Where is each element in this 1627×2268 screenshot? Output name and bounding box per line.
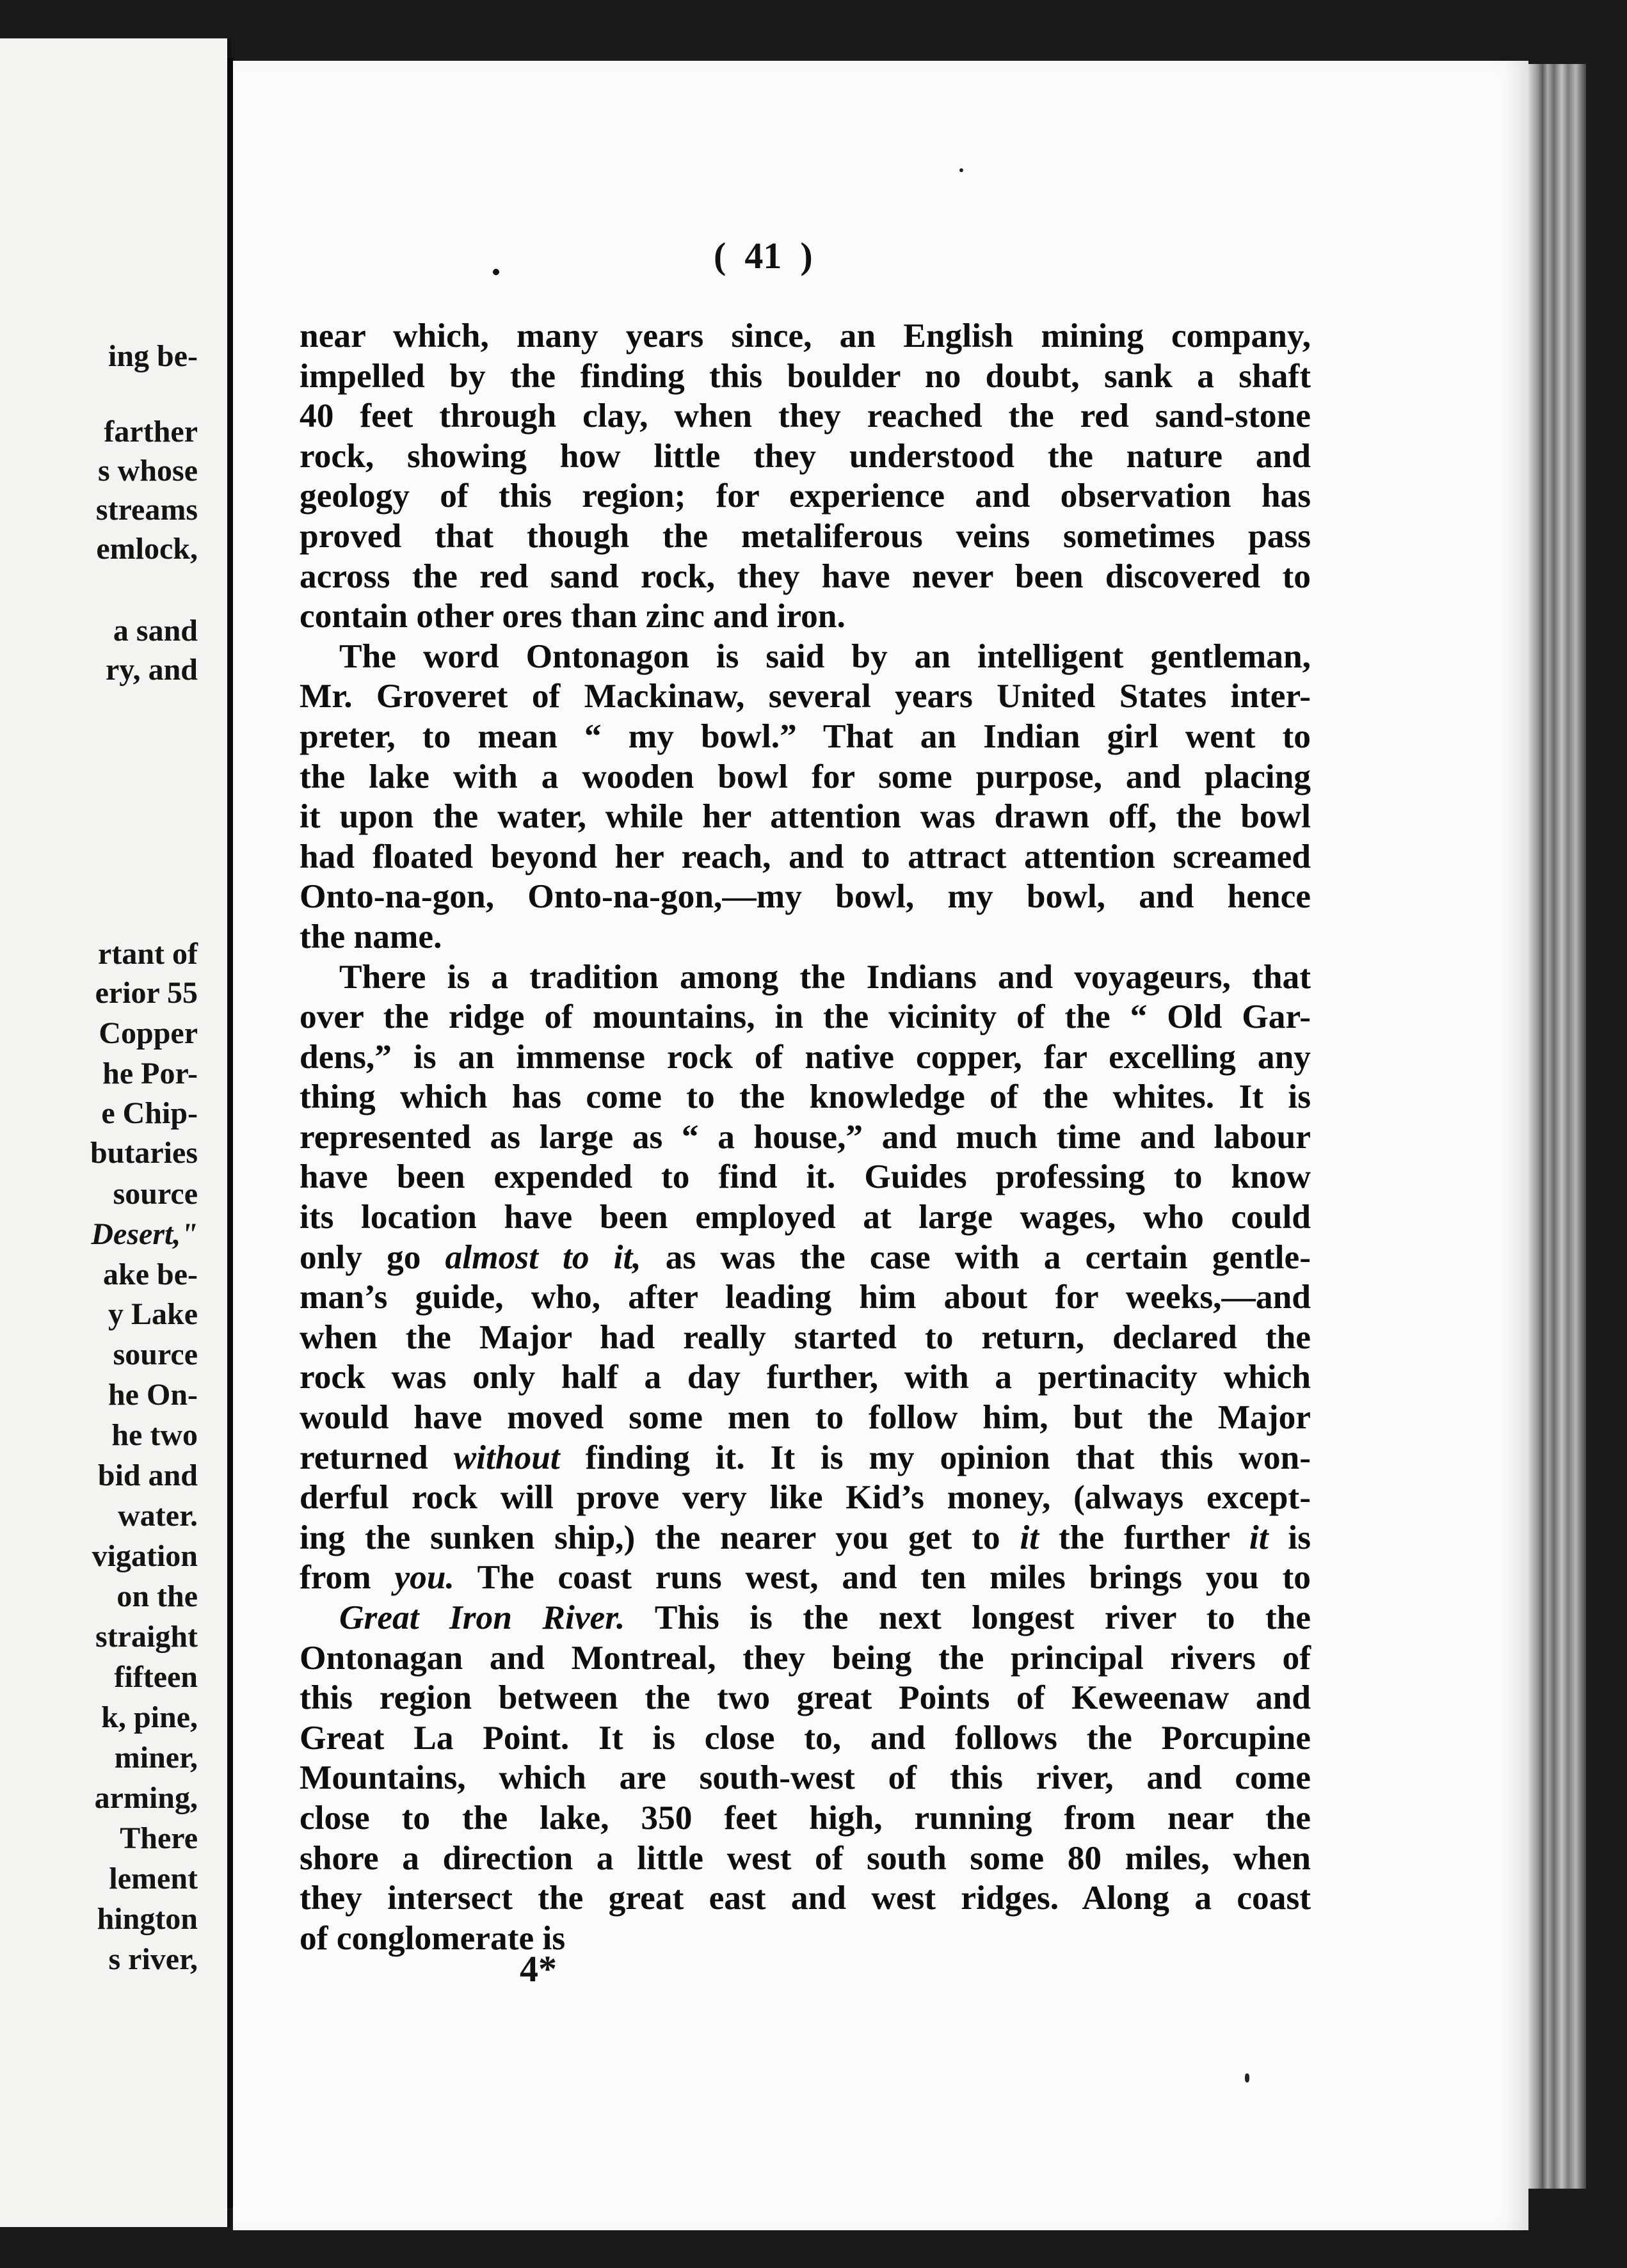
text-line: would have moved some men to follow him, but the Major [300,1398,1311,1437]
left-line-7: ry, and [105,653,198,687]
italic-phrase: Great Iron River. [339,1598,625,1636]
text-line [300,1437,1311,1478]
text-line: had floated beyond her reach, and to attract attention screamed [300,836,1311,875]
text-run: ing the sunken ship,) the nearer you get to [300,1517,1020,1556]
left-line-26: fifteen [114,1660,198,1694]
text-line: Great La Point. It is close to, and follows the Porcupine [300,1718,1311,1757]
left-line-3: s whose [97,454,198,488]
text-run: from [300,1558,395,1597]
text-line [300,1597,1311,1638]
facing-page-fragment [0,38,231,2227]
text-run: The coast runs west, and ten miles brings you to [454,1558,1311,1597]
text-line: rock was only half a day further, with a pertinacity which [300,1357,1311,1396]
left-line-15: Desert," [91,1217,198,1251]
italic-phrase: without [453,1437,560,1476]
text-line: they intersect the great east and west ridges. Along a coast [300,1878,1311,1917]
left-line-33: s river, [108,1942,198,1976]
left-line-32: hington [97,1902,198,1936]
text-line: of conglomerate is [300,1918,566,1957]
left-line-10: Copper [99,1016,198,1050]
text-line: 40 feet through clay, when they reached the red sand-stone [300,396,1311,435]
text-run: This is the next longest river to the [625,1598,1311,1636]
text-line: shore a direction a little west of south some 80 miles, when [300,1838,1311,1877]
left-line-16: ake be- [103,1258,198,1291]
left-line-14: source [113,1177,198,1211]
text-line: it upon the water, while her attention was drawn off, the bowl [300,797,1311,836]
text-line: its location have been employed at large wages, who could [300,1197,1311,1236]
text-run: the further [1039,1517,1249,1556]
left-line-27: k, pine, [101,1700,198,1734]
italic-phrase: it [1020,1517,1039,1556]
left-line-24: on the [116,1579,198,1613]
left-line-2: farther [104,415,198,449]
left-line-8: rtant of [98,937,198,971]
text-run: finding it. It is my opinion that this won- [559,1437,1311,1476]
left-line-18: source [113,1338,198,1371]
text-line: this region between the two great Points of Keweenaw and [300,1678,1311,1717]
text-line: There is a tradition among the Indians and voyageurs, that [339,957,1311,996]
left-line-23: vigation [92,1539,198,1573]
left-line-29: arming, [94,1781,198,1815]
left-line-6: a sand [113,614,198,648]
left-line-12: e Chip- [101,1096,198,1130]
text-line: derful rock will prove very like Kid’s money, (always except- [300,1478,1311,1517]
printing-speck [1245,2073,1249,2082]
left-line-28: miner, [114,1741,198,1775]
text-line [300,1237,1311,1277]
text-line: Mountains, which are south-west of this river, and come [300,1758,1311,1797]
left-line-19: he On- [108,1378,198,1412]
text-line: near which, many years since, an English mining company, [300,316,1311,355]
left-line-13: butaries [90,1136,198,1170]
text-run: is [1268,1517,1311,1556]
text-line: the name. [300,916,442,955]
text-run: returned [300,1437,454,1476]
text-line: represented as large as “ a house,” and much time and labour [300,1117,1311,1156]
printing-speck [493,269,499,275]
italic-phrase: almost to it, [445,1237,641,1276]
text-line: across the red sand rock, they have never been discovered to [300,556,1311,595]
left-line-30: There [120,1821,198,1855]
text-line [300,1557,1311,1597]
text-line: man’s guide, who, after leading him about for weeks,—and [300,1277,1311,1316]
left-line-25: straight [95,1620,198,1654]
text-line [300,1517,1311,1558]
italic-phrase: it [1249,1517,1269,1556]
text-line: close to the lake, 350 feet high, running from near the [300,1798,1311,1837]
left-line-31: lement [109,1862,198,1896]
text-line: The word Ontonagon is said by an intelligent gentleman, [339,636,1311,675]
text-run: only go [300,1237,445,1276]
ink-speck [959,168,963,172]
left-line-20: he two [111,1418,198,1452]
text-line: contain other ores than zinc and iron. [300,596,846,635]
italic-phrase: you. [394,1558,454,1597]
left-line-5: emlock, [96,532,198,566]
left-line-22: water. [118,1499,198,1533]
left-line-4: streams [95,493,198,527]
text-line: when the Major had really started to return, declared the [300,1317,1311,1356]
page-number-header: ( 41 ) [714,235,813,276]
binding-gutter [227,58,233,2208]
left-line-1: ing be- [108,339,198,373]
text-line: have been expended to find it. Guides professing to know [300,1157,1311,1196]
text-run: as was the case with a certain gentle- [641,1237,1311,1276]
text-line: the lake with a wooden bowl for some purpose, and placing [300,756,1311,795]
text-line: rock, showing how little they understood the nature and [300,436,1311,475]
text-line: geology of this region; for experience and observation has [300,476,1311,515]
page-body [300,315,1311,1958]
signature-mark: 4* [520,1948,557,1990]
text-line: thing which has come to the knowledge of the whites. It is [300,1077,1311,1116]
text-line: preter, to mean “ my bowl.” That an Indian girl went to [300,716,1311,755]
text-line: over the ridge of mountains, in the vicinity of the “ Old Gar- [300,997,1311,1036]
text-line: Onto-na-gon, Onto-na-gon,—my bowl, my bowl, and hence [300,877,1311,916]
left-line-17: y Lake [108,1297,198,1331]
text-line: dens,” is an immense rock of native copper, far excelling any [300,1037,1311,1076]
text-line: Ontonagan and Montreal, they being the principal rivers of [300,1638,1311,1677]
left-line-9: erior 55 [95,976,198,1010]
text-line: proved that though the metaliferous veins sometimes pass [300,516,1311,555]
text-line: impelled by the finding this boulder no doubt, sank a shaft [300,356,1311,395]
page-edges [1528,64,1586,2189]
left-line-21: bid and [97,1458,198,1492]
left-line-11: he Por- [102,1057,198,1090]
text-line: Mr. Groveret of Mackinaw, several years United States inter- [300,676,1311,715]
